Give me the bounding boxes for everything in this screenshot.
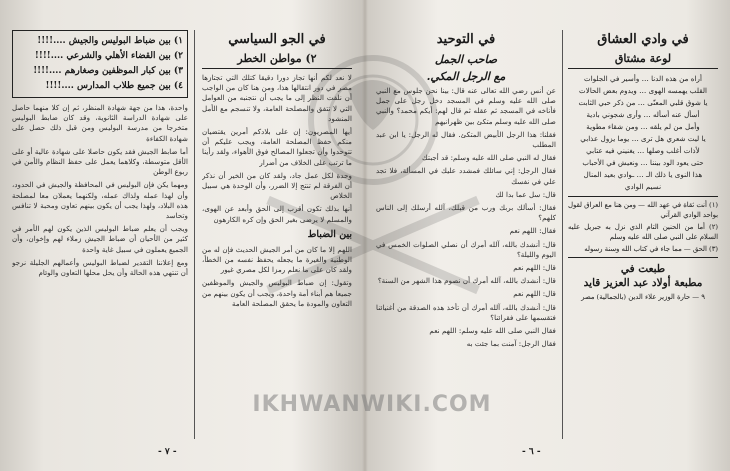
page-number: - ٦ - bbox=[522, 447, 541, 457]
paragraph: أيها المصريون: إن على بلادكم أمرين يقتضيان منكم حفظ المصلحة العامة، ويجب عليكم أن تتوحدوا وأن تجعلوا المصالح فوق الأهواء، ولقد رأينا ما ترتب على الخلاف من أضرار bbox=[202, 127, 352, 167]
poem-line: هذا النوى يا ذلك الـ … ـوادي بعيد المنال bbox=[583, 170, 703, 179]
poem-line: حتى يعود الود بيننا … ونعيش في الأحباب bbox=[582, 158, 704, 167]
poem-line: القلب يهمسه الهوى … ويدوم بعض الحالات bbox=[578, 86, 708, 95]
paragraph: ويجب أن يعلم ضباط البوليس الذين يكون لهم الأمر في كثير من الأحيان أن ضباط الجيش زملاء لهم وإخوان، وأن الجميع يعملون في سبيل غاية واحدة bbox=[12, 224, 188, 254]
headline-item: ٣) بين كبار الموظفين وصغارهم ....!!!! bbox=[33, 66, 183, 76]
tawhid-column bbox=[376, 30, 556, 439]
poem-title: لوعة مشتاق bbox=[568, 52, 718, 69]
paragraph: فقال: أسألك بربك ورب من قبلك، آلله أرسلك إلى الناس كلهم؟ bbox=[376, 203, 556, 223]
paragraph: فقلنا: هذا الرجل الأبيض المتكئ. فقال له الرجل: يا ابن عبد المطلب bbox=[376, 129, 556, 150]
paragraph: قال: أنشدك بالله، آلله أمرك أن تأخذ هذه الصدقة من أغنيائنا فتقسمها على فقرائنا؟ bbox=[376, 302, 556, 322]
printer-credit bbox=[568, 262, 718, 304]
paragraph: اللهم إلا ما كان من أمر الجيش الحديث فإن له من الوطنية والغيرة ما يجعله يحفظ نفسه من الخطأ، ولقد كان على ما نعلم رمزا لكل مصري غيور bbox=[202, 244, 352, 275]
poem-line: وأمل من لم يلقه … ومن شقاء مطوية bbox=[586, 122, 700, 131]
paragraph: أما ضابط الجيش فقد يكون حاصلا على شهادة عالية أو على الأقل متوسطة، وكلاهما يعمل على حفظ النظام والأمن في ربوع الوطن bbox=[12, 146, 188, 177]
printed-title: طبعت في bbox=[620, 263, 666, 275]
paragraph: عن أنس رضي الله تعالى عنه قال: بينا نحن جلوس مع النبي صلى الله عليه وسلم في المسجد دخل رجل على جمل فأناخه في المسجد ثم عقله ثم قال لهم: أيكم محمد؟ والنبي صلى الله عليه وسلم متكئ بين ظهرانيهم bbox=[376, 86, 556, 126]
paragraph: وتقول: إن ضباط البوليس والجيش والموظفين جميعا هم أبناء أمة واحدة، ويجب أن يكون بينهم من التعاون والمودة ما يحقق المصلحة العامة bbox=[202, 278, 352, 308]
poem-line: لأذات أغلب وصلها … يغنيني فيه عتابي bbox=[586, 146, 700, 155]
poem bbox=[568, 73, 718, 193]
footnote: (١) أنت ثقاة في عهد الله — ومن هنا مع العراق لقول بواحد الوادي القرآني bbox=[568, 201, 718, 219]
section-heading-politics: في الجو السياسي bbox=[228, 32, 326, 47]
poem-line: يا ليت شعري هل ترى … يوما يزول عذابي bbox=[580, 134, 706, 143]
footnote: (٣) الحق — مما جاء في كتاب الله وسنة رسوله bbox=[584, 245, 718, 253]
article-title-danger: ٢) مواطن الخطر bbox=[202, 52, 352, 69]
police-column bbox=[12, 30, 188, 439]
paragraph: لا نعد لكم أنها تجاز دورا دقيقا كتلك التي تجتازها مصر في دور انتقالها هذا، ومن هنا كان من الواجب أن نلفت النظر إلى ما يجب أن نتجنبه من العوامل التي لا تتفق والمصلحة العامة، ولا تنسجم مع الأمل المنشود bbox=[202, 73, 352, 123]
paragraph: وحدة لكل عمل جاد، ولقد كان من الخير أن نذكر أن الفرقة لم تنتج إلا الضرر، وأن الوحدة هي سبيل الخلاص bbox=[202, 170, 352, 201]
political-column bbox=[202, 30, 352, 439]
printer-address: ٩ — حارة الوزير علاء الدين (بالجمالية) مصر bbox=[581, 293, 705, 301]
headline-item: ٢) بين القضاء الأهلي والشرعي ....!!!! bbox=[34, 51, 183, 61]
footnotes bbox=[568, 200, 718, 254]
paragraph: قال: اللهم نعم bbox=[513, 263, 556, 273]
paragraph: قال: أنشدك بالله، آلله أمرك أن نصلي الصلوات الخمس في اليوم والليلة؟ bbox=[376, 239, 556, 259]
column-divider bbox=[194, 30, 195, 439]
column-divider bbox=[562, 30, 563, 439]
paragraph: فقال الرجل: إني سائلك فمشدد عليك في المسألة، فلا تجد علي في نفسك bbox=[376, 166, 556, 186]
paragraph: قال: سل عما بدا لك bbox=[495, 189, 556, 199]
poem-line: يا شوق قلبي المعنّى … من ذكر حبي الثابت bbox=[578, 98, 708, 107]
paragraph: ومع إعلاننا التقدير لضباط البوليس وأعمالهم الجليلة نرجو أن تنتهي هذه الحالة وأن يحل محلها التعاون والوئام bbox=[12, 257, 188, 278]
poem-author: نسيم الوادي bbox=[624, 182, 662, 191]
section-heading-tawhid: في التوحيد bbox=[436, 32, 496, 47]
paragraph: فقال له النبي صلى الله عليه وسلم: قد أجبتك bbox=[421, 153, 556, 163]
divider bbox=[568, 196, 718, 197]
headline-item: ٤) بين جميع طلاب المدارس ....!!!! bbox=[45, 81, 183, 91]
watermark-text: IKHWANWIKI.COM bbox=[252, 392, 492, 417]
article-title-line-2: مع الرجل المكي. bbox=[426, 70, 506, 83]
paragraph: ومهما يكن فإن البوليس في المحافظة والجيش في الحدود، وأن لهذا عمله ولذاك عمله، ولكنهما يعملان معا لمصلحة هذه البلاد، ولهذا يجب أن يكون بينهم تعاون ومحبة لا تنافس وتحاسد bbox=[12, 180, 188, 221]
poem-line: أسأل عنه أسأله … وأرى شجوني بادية bbox=[586, 110, 700, 119]
page-number: - ٧ - bbox=[158, 447, 177, 457]
headline-item: ١) بين ضباط البوليس والجيش ....!!!! bbox=[37, 36, 183, 46]
article-title-line-1: صاحب الجمل bbox=[434, 53, 498, 66]
paragraph: فقال النبي صلى الله عليه وسلم: اللهم نعم bbox=[429, 326, 556, 336]
paragraph: قال: أنشدك بالله، آلله أمرك أن نصوم هذا الشهر من السنة؟ bbox=[377, 276, 556, 286]
poem-line: أراه من هذه الدنا … وأسير في الجلوات bbox=[584, 74, 702, 83]
subsection-title: بين الضباط bbox=[307, 228, 352, 240]
section-heading-lovers: في وادي العشاق bbox=[597, 32, 689, 47]
divider bbox=[568, 257, 718, 258]
paragraph: واحدة، هذا من جهة شهادة المنظر، ثم إن كلا منهما حاصل على شهادة الدراسة الثانوية، وقد كان ضابط البوليس متخرجا من مدرسة البوليس ومن قبل ذلك حصل على شهادة الكفاءة bbox=[12, 103, 188, 143]
headline-box bbox=[12, 30, 188, 98]
footnote: (٢) أما من الحنين التام الذي نزل به جبريل عليه السلام على النبي صلى الله عليه وسلم bbox=[568, 223, 718, 241]
poetry-column bbox=[568, 30, 718, 439]
paragraph: فقال الرجل: آمنت بما جئت به bbox=[466, 339, 556, 349]
paragraph: فقال: اللهم نعم bbox=[509, 226, 556, 236]
printer-name: مطبعة أولاد عبد العزيز قايد bbox=[583, 277, 703, 289]
paragraph: قال: اللهم نعم bbox=[513, 289, 556, 299]
paragraph: أنها بذلك تكون أقرب إلى الحق وأبعد عن الهوى، والمسلم لا يرضى بغير الحق وإن كره الكارهون bbox=[202, 204, 352, 224]
